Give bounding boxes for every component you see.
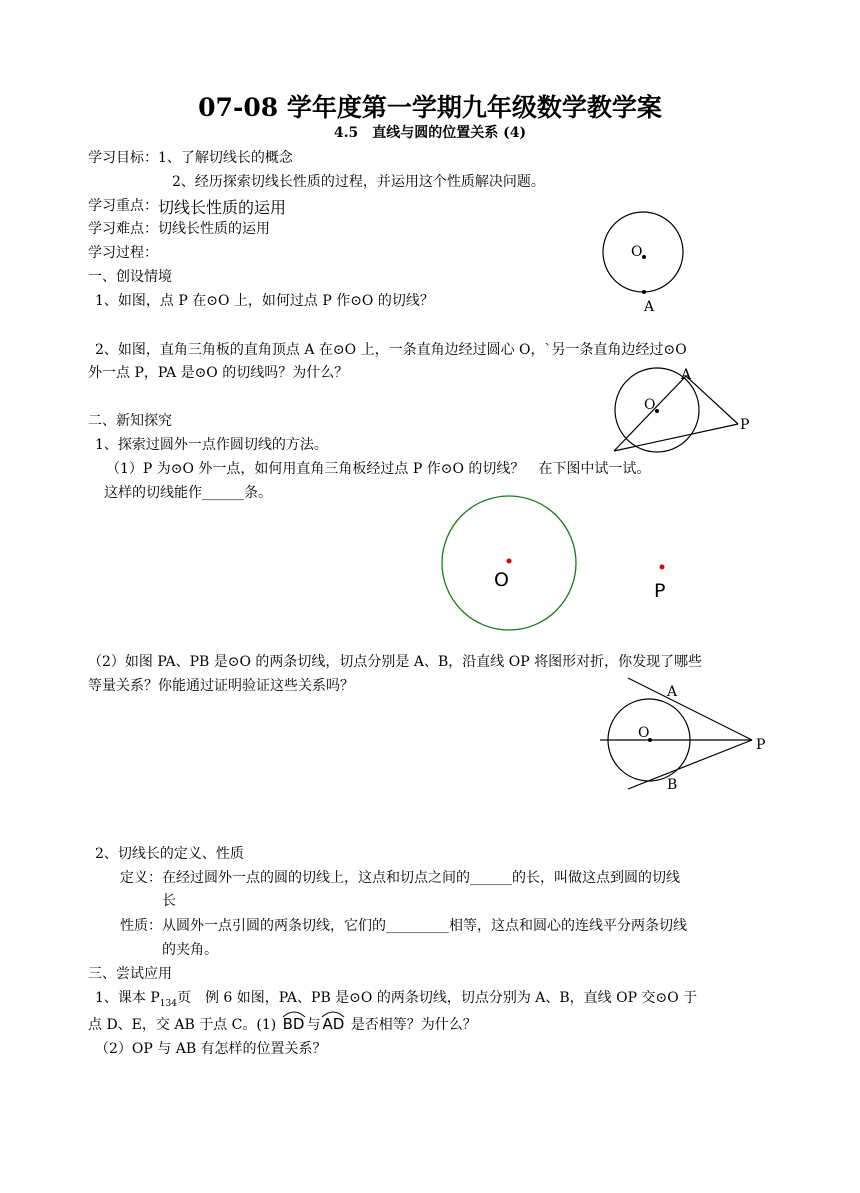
section2-question1a-blank: 这样的切线能作______条。 [104,485,272,501]
fig2-label-o: O [644,397,656,413]
section2-question1b-line1: （2）如图 PA、PB 是⊙O 的两条切线，切点分别是 A、B，沿直线 OP 将图形对折，你发现了哪些 [88,654,703,670]
figure-circle-point-a [600,212,690,316]
section2-heading: 二、新知探究 [88,413,172,429]
fig4-label-a: A [667,684,678,700]
fig3-label-o: O [494,569,509,591]
arc-connector: 与 [306,1017,321,1033]
arc-mark-icon [320,1010,346,1018]
page-number: 134 [159,998,177,1009]
example-question2: （2）OP 与 AB 有怎样的位置关系？ [95,1041,327,1057]
property-line1: 性质：从圆外一点引圆的两条切线，它们的_________相等，这点和圆心的连线平分两条切线 [120,918,687,934]
fig2-label-p: P [740,417,750,433]
focus-text: 切线长性质的运用 [158,198,287,217]
section3-heading: 三、尝试应用 [88,966,172,982]
definition-line2: 长 [162,893,176,909]
example-prefix: 1、课本 P [95,990,160,1006]
arc-mark-icon [281,1010,307,1018]
section1-question2-line1: 2、如图，直角三角板的直角顶点 A 在⊙O 上，一条直角边经过圆心 O，`另一条直角边经过⊙O [95,342,687,358]
example-text: 页 例 6 如图，PA、PB 是⊙O 的两条切线，切点分别为 A、B，直线 OP 交⊙O 于 [176,990,698,1006]
fig1-label-a: A [644,299,655,315]
arc-bd: BD [281,1015,307,1033]
figure-two-tangents [598,676,778,796]
fig4-label-p: P [756,737,766,753]
section1-question1: 1、如图，点 P 在⊙O 上，如何过点 P 作⊙O 的切线？ [95,293,434,309]
example-line2-prefix: 点 D、E，交 AB 于点 C。(1) [88,1017,277,1033]
figure-right-triangle-circle [610,360,760,455]
fig2-label-a: A [681,367,692,383]
objectives-label: 学习目标： [88,150,158,166]
lesson-subtitle: 4.5 直线与圆的位置关系 (4) [333,125,527,141]
section1-heading: 一、创设情境 [88,269,172,285]
focus-label: 学习重点： [88,198,158,214]
process-label: 学习过程： [88,245,158,261]
figure-circle-external-point [440,494,680,634]
objective-2: 2、经历探索切线长性质的过程，并运用这个性质解决问题。 [172,174,545,190]
section2-question1a: （1）P 为⊙O 外一点，如何用直角三角板经过点 P 作⊙O 的切线？ 在下图中试一试。 [106,461,651,477]
objective-1: 1、了解切线长的概念 [158,150,293,166]
fig3-label-p: P [654,580,666,602]
example-line2-suffix: 是否相等？为什么？ [346,1017,477,1033]
section2-question1b-line2: 等量关系？你能通过证明验证这些关系吗？ [88,678,354,694]
difficulty-text: 切线长性质的运用 [158,221,270,237]
fig4-label-o: O [638,725,650,741]
difficulty-label: 学习难点： [88,221,158,237]
section1-question2-line2: 外一点 P，PA 是⊙O 的切线吗？为什么？ [88,365,349,381]
fig4-label-b: B [667,777,678,793]
example-line2 [88,1015,477,1034]
property-line2: 的夹角。 [162,942,218,958]
definition-line1: 定义：在经过圆外一点的圆的切线上，这点和切点之间的______的长，叫做这点到圆的切线 [120,870,680,886]
section2-question1: 1、探索过圆外一点作圆切线的方法。 [95,437,328,453]
example-line1 [95,989,697,1013]
fig1-label-o: O [631,244,643,260]
page-title: 07-08 学年度第一学期九年级数学教学案 [198,93,662,122]
section2-question2: 2、切线长的定义、性质 [95,846,244,862]
arc-ad: AD [320,1015,346,1033]
